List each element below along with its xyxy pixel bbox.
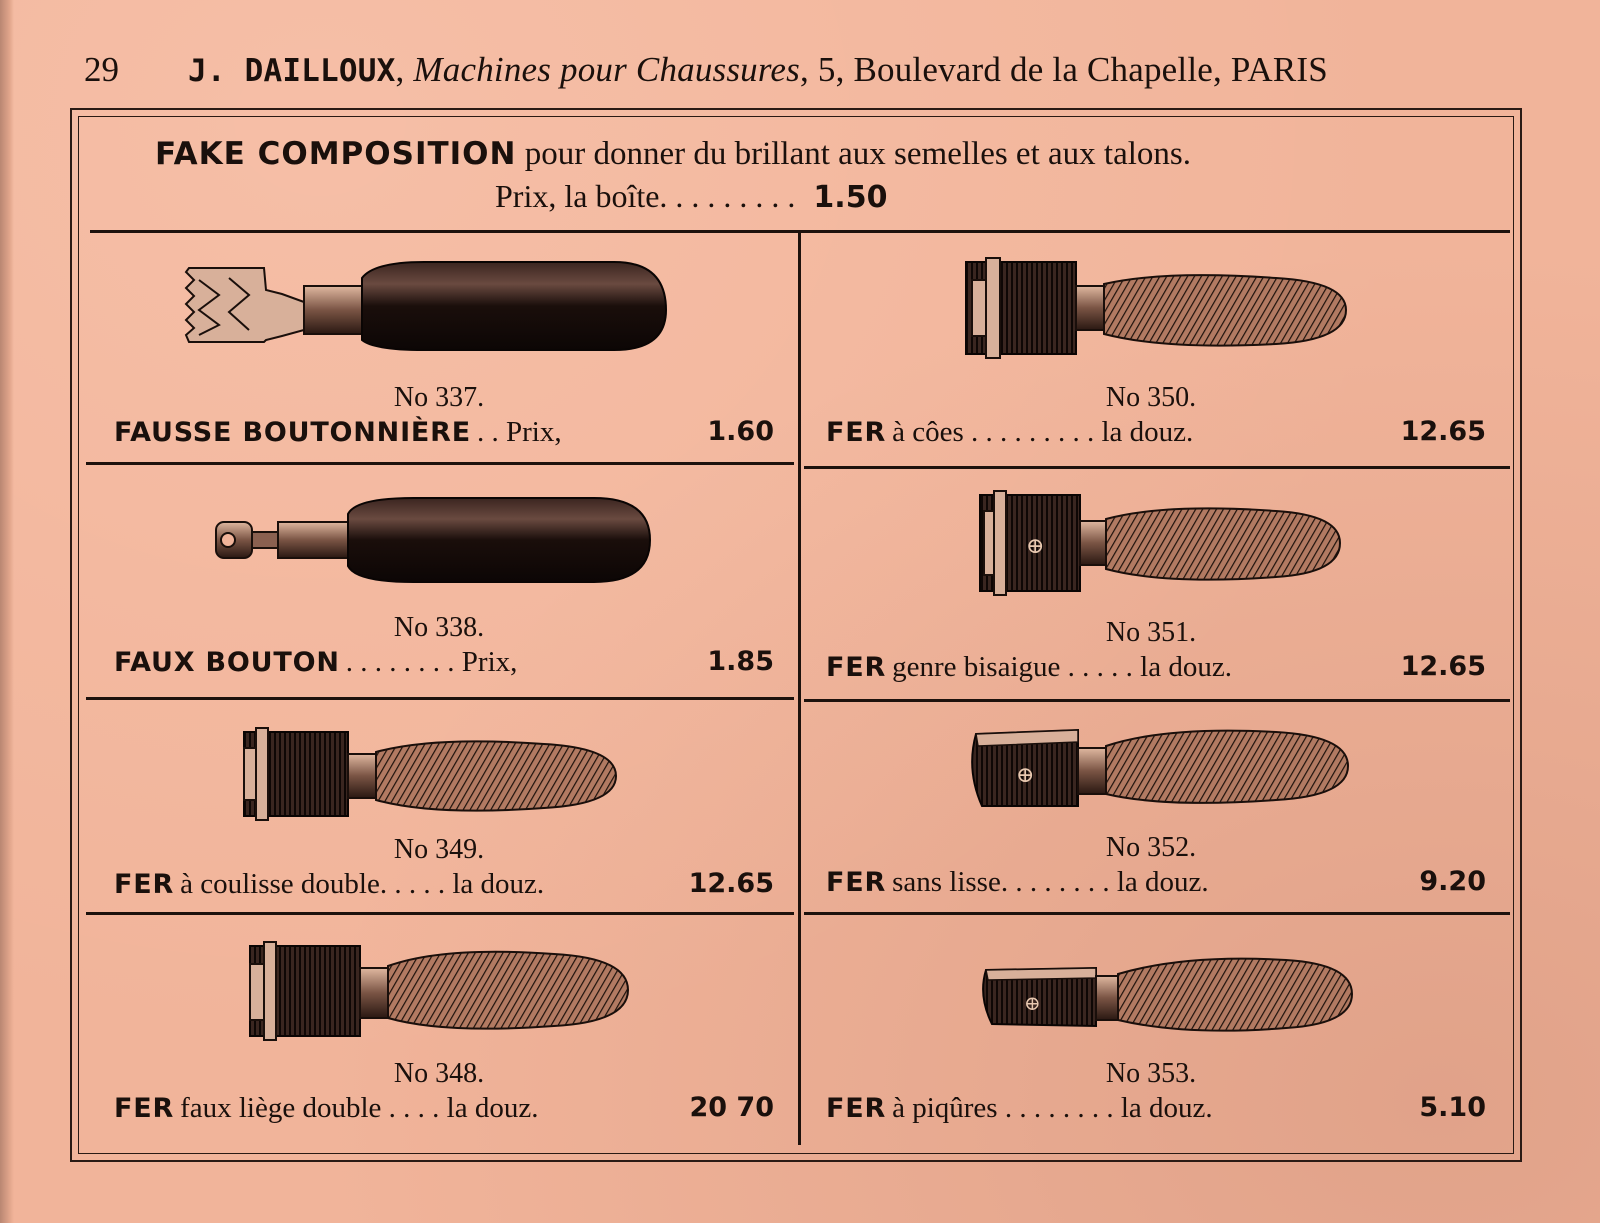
item-price: 20 70 [689,1092,774,1123]
item-name: FER [826,867,887,898]
item-description [114,646,774,688]
item-price: 12.65 [1400,651,1486,682]
intro-price-label: Prix, la boîte. . . . . . . . . [495,178,796,214]
item-number: No 348. [393,1058,485,1089]
item-description [826,651,1486,693]
intro-line [155,136,1191,173]
svg-text:⊕: ⊕ [1016,763,1035,788]
item-price: 1.60 [707,416,774,447]
page-edge [0,0,14,1223]
iron-tool-icon [806,916,1496,1056]
item-number: No 352. [1105,832,1197,863]
item-cell-348 [94,916,784,1144]
item-details: faux liège double . . . . la douz. [180,1092,539,1124]
item-cell-338 [94,470,784,698]
svg-text:⊕: ⊕ [1024,991,1041,1015]
column-divider [798,233,801,1145]
item-cell-351 [806,475,1496,703]
buttonhole-tool-icon [94,240,784,380]
page-number: 29 [84,50,119,89]
item-cell-353 [806,916,1496,1144]
item-description [826,1092,1486,1134]
item-cell-337 [94,240,784,468]
trade-description: Machines pour Chaussures [413,50,800,89]
item-price: 9.20 [1419,866,1486,897]
iron-tool-icon [94,916,784,1056]
firm-name: J. DAILLOUX [188,53,396,89]
item-number: No 353. [1105,1058,1197,1089]
item-details: . . . . . . . . Prix, [345,646,518,678]
item-number: No 350. [1105,382,1197,413]
item-number: No 338. [393,612,485,643]
intro-price: 1.50 [813,180,888,215]
item-name: FER [826,1093,887,1124]
header-line: J. DAILLOUX, Machines pour Chaussures, 5, Boulevard de la Chapelle, PARIS [188,50,1328,89]
iron-tool-icon [806,475,1496,615]
item-name: FER [826,652,887,683]
item-name: FAUX BOUTON [114,647,340,678]
item-details: à côes . . . . . . . . . la douz. [892,416,1194,448]
item-name: FER [114,1093,175,1124]
item-cell-352 [806,690,1496,918]
item-number: No 337. [393,382,485,413]
svg-text:⊕: ⊕ [1026,534,1045,559]
item-cell-349 [94,692,784,920]
item-details: . . Prix, [477,416,562,448]
item-cell-350 [806,240,1496,468]
intro-title: FAKE COMPOSITION [155,136,517,172]
item-name: FER [826,417,887,448]
item-name: FAUSSE BOUTONNIÈRE [114,417,472,448]
item-number: No 349. [393,834,485,865]
item-description [826,866,1486,908]
item-price: 1.85 [707,646,774,677]
item-number: No 351. [1105,617,1197,648]
item-name: FER [114,869,175,900]
firm-address: , 5, Boulevard de la Chapelle, PARIS [799,50,1328,89]
iron-tool-icon [94,692,784,832]
item-details: à coulisse double. . . . . la douz. [180,868,545,900]
item-description [114,868,774,910]
page-header [84,44,1424,96]
item-price: 12.65 [688,868,774,899]
item-details: genre bisaigue . . . . . la douz. [892,651,1232,683]
button-tool-icon [94,470,784,610]
item-details: à piqûres . . . . . . . . la douz. [892,1092,1213,1124]
item-price: 5.10 [1419,1092,1486,1123]
iron-tool-icon [806,240,1496,380]
iron-tool-icon [806,690,1496,830]
item-details: sans lisse. . . . . . . . la douz. [892,866,1209,898]
intro-price-line [495,178,887,215]
item-description [826,416,1486,458]
item-price: 12.65 [1400,416,1486,447]
item-description [114,416,774,458]
item-description [114,1092,774,1134]
intro-block [90,130,1510,220]
intro-description: pour donner du brillant aux semelles et aux talons. [524,136,1191,172]
